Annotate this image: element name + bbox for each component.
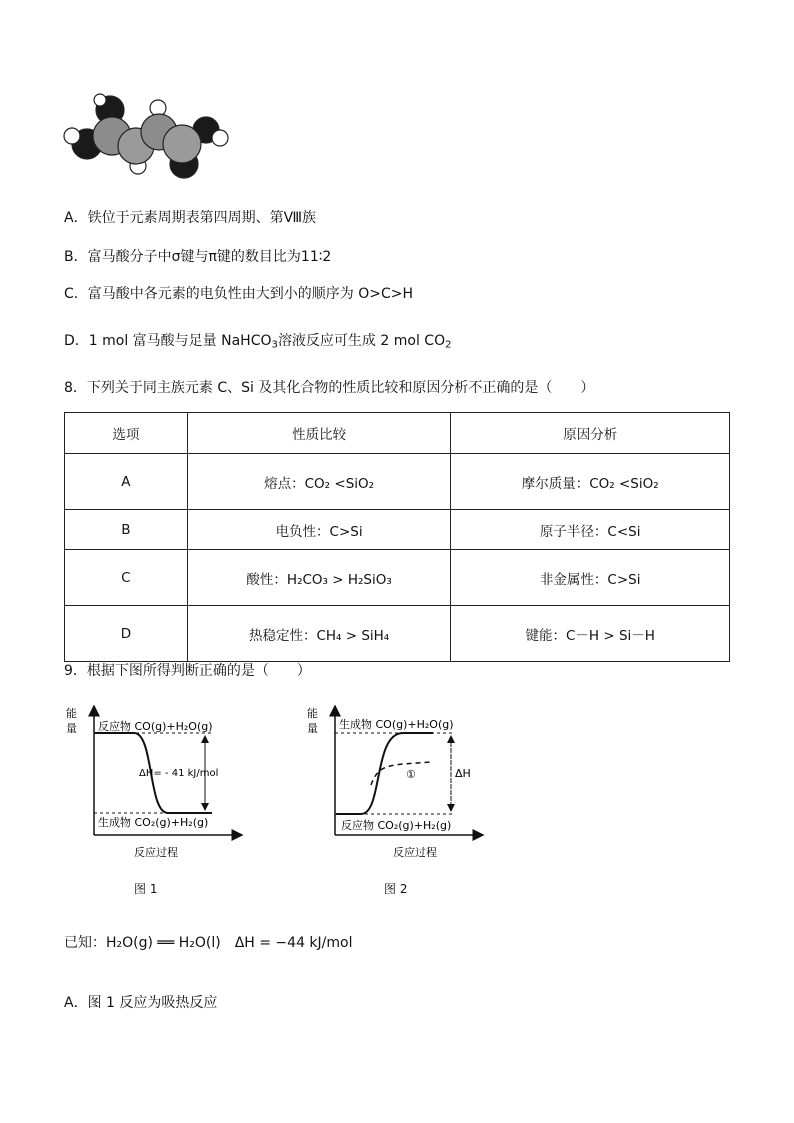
energy-diagram-1 [62,700,252,865]
delta-h-label: ΔH= - 41 kJ/mol [139,768,219,779]
energy-diagram-2 [303,700,493,865]
q9-option-a: A．图 1 反应为吸热反应 [64,995,218,1011]
x-axis-label: 反应过程 [393,846,437,859]
y-axis-label-2: 量 [307,722,318,735]
figure-2-caption: 图 2 [384,882,408,896]
fumaric-acid-molecule-image [60,92,240,184]
y-axis-label-1: 能 [307,707,318,720]
q7-option-b: B．富马酸分子中σ键与π键的数目比为11∶2 [64,249,332,265]
product-label: 生成物 CO₂(g)+H₂(g) [98,816,209,829]
q8-table [64,412,730,662]
x-axis-label: 反应过程 [134,846,178,859]
q8-stem: 8．下列关于同主族元素 C、Si 及其化合物的性质比较和原因分析不正确的是（ ） [64,380,595,396]
delta-h-label: ΔH [455,767,471,780]
table-row: B 电负性：C>Si 原子半径：C<Si [65,510,730,550]
table-row: D 热稳定性：CH₄ > SiH₄ 键能：C－H > Si－H [65,606,730,662]
product-label: 生成物 CO(g)+H₂O(g) [339,718,454,731]
known-equation: 已知：H₂O(g) ══ H₂O(l) ΔH = −44 kJ/mol [64,935,353,951]
q9-stem: 9．根据下图所得判断正确的是（ ） [64,663,311,679]
curve-mark-1: ① [406,768,416,781]
y-axis-label-2: 量 [66,722,77,735]
reactant-label: 反应物 CO(g)+H₂O(g) [98,720,213,733]
q7-option-a: A．铁位于元素周期表第四周期、第Ⅷ族 [64,210,317,226]
figure-1-caption: 图 1 [134,882,158,896]
table-row: C 酸性：H₂CO₃ > H₂SiO₃ 非金属性：C>Si [65,550,730,606]
y-axis-label-1: 能 [66,707,77,720]
table-header: 性质比较 [187,413,451,454]
q7-option-d: D．1 mol 富马酸与足量 NaHCO$_3$溶液反应可生成 2 mol $CO_2$ [64,333,452,351]
reactant-label: 反应物 CO₂(g)+H₂(g) [341,819,452,832]
table-header: 原因分析 [451,413,730,454]
table-row: A 熔点：CO₂ <SiO₂ 摩尔质量：CO₂ <SiO₂ [65,454,730,510]
table-header: 选项 [65,413,188,454]
q7-option-c: C．富马酸中各元素的电负性由大到小的顺序为 O>C>H [64,286,414,302]
